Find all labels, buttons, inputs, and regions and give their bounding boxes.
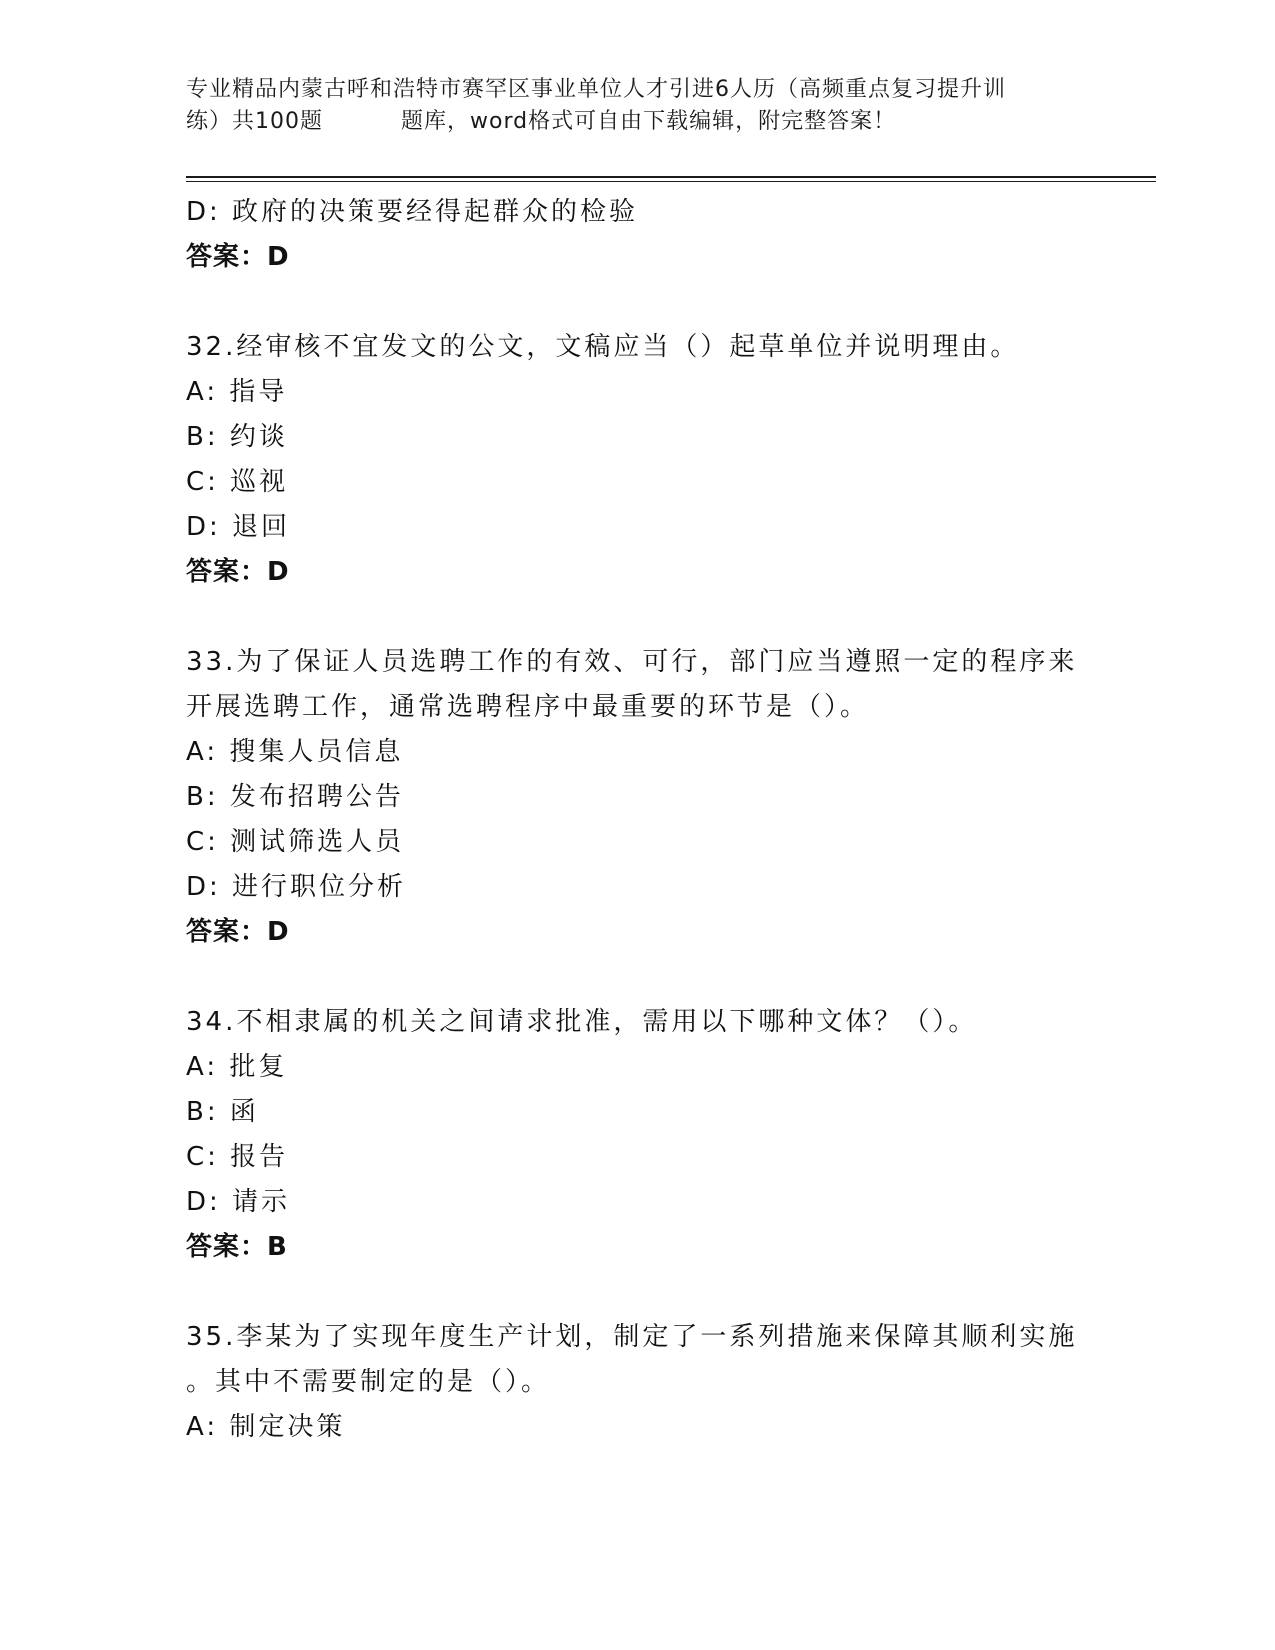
option-a: A: 批复 (186, 1052, 288, 1082)
question-stem-line-2: 开展选聘工作，通常选聘程序中最重要的环节是（）。 (186, 692, 870, 722)
option-d: D: 请示 (186, 1187, 291, 1217)
option-b: B: 函 (186, 1097, 259, 1127)
answer: 答案：B (186, 1232, 288, 1262)
option-b: B: 约谈 (186, 422, 288, 452)
question-34 (186, 1000, 1186, 1270)
option-c: C: 测试筛选人员 (186, 827, 405, 857)
option-d: D: 进行职位分析 (186, 872, 407, 902)
answer: 答案：D (186, 557, 290, 587)
option-a: A: 制定决策 (186, 1412, 346, 1442)
header-title-line2 (186, 106, 1086, 138)
question-stem: 34.不相隶属的机关之间请求批准，需用以下哪种文体？（）。 (186, 1007, 978, 1037)
question-stem-line-2: 。其中不需要制定的是（）。 (186, 1367, 551, 1397)
question-stem: 32.经审核不宜发文的公文，文稿应当（）起草单位并说明理由。 (186, 332, 1020, 362)
option-a: A: 指导 (186, 377, 288, 407)
prev-question-option-d: D: 政府的决策要经得起群众的检验 (186, 197, 639, 227)
page-header (186, 74, 1086, 138)
prev-question-answer: 答案：D (186, 242, 290, 272)
header-divider (186, 176, 1156, 182)
option-c: C: 报告 (186, 1142, 289, 1172)
header-title-line2-right: 题库，word格式可自由下载编辑，附完整答案！ (401, 109, 897, 134)
question-32 (186, 325, 1186, 595)
question-33 (186, 640, 1186, 955)
header-title-line1: 专业精品内蒙古呼和浩特市赛罕区事业单位人才引进6人历（高频重点复习提升训 (186, 77, 1006, 102)
document-body (186, 190, 1186, 1450)
question-35 (186, 1315, 1186, 1450)
option-b: B: 发布招聘公告 (186, 782, 404, 812)
header-title-line2-left: 练）共100题 (186, 109, 323, 134)
option-a: A: 搜集人员信息 (186, 737, 404, 767)
option-d: D: 退回 (186, 512, 291, 542)
answer: 答案：D (186, 917, 290, 947)
question-stem-line-1: 33.为了保证人员选聘工作的有效、可行，部门应当遵照一定的程序来 (186, 647, 1078, 677)
question-stem-line-1: 35.李某为了实现年度生产计划，制定了一系列措施来保障其顺利实施 (186, 1322, 1078, 1352)
option-c: C: 巡视 (186, 467, 289, 497)
